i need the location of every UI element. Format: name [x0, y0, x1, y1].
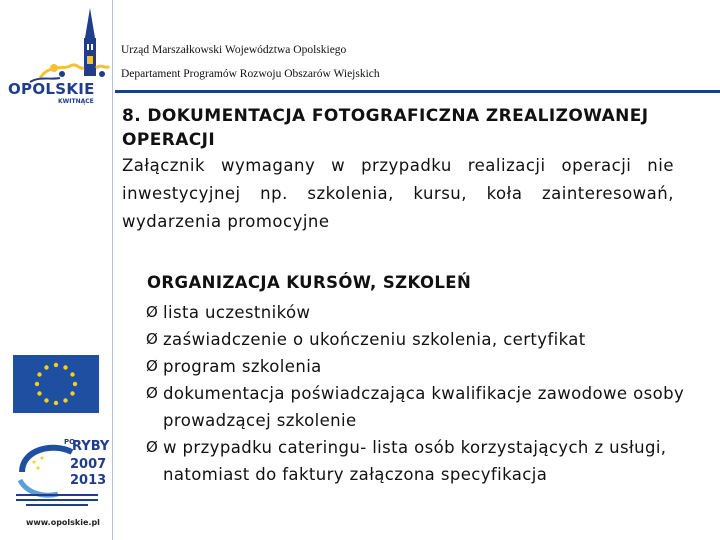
list-item-text: lista uczestników: [163, 303, 311, 322]
header-divider: [115, 90, 720, 93]
list-item: [146, 380, 686, 434]
ryby-logo-year-bottom: 2013: [70, 473, 107, 488]
section-title: ORGANIZACJA KURSÓW, SZKOLEŃ: [147, 273, 472, 292]
list-item-text: program szkolenia: [163, 357, 322, 376]
intro-paragraph: Załącznik wymagany w przypadku realizacji operacji nie inwestycyjnej np. szkolenia, kursu, koła zainteresowań, wydarzenia promocyjne: [122, 156, 674, 231]
tower-icon: [10, 8, 110, 90]
ryby-logo-title: RYBY: [72, 439, 110, 454]
list-item: [146, 326, 686, 353]
list-item-text: zaświadczenie o ukończeniu szkolenia, certyfikat: [163, 330, 586, 349]
eu-flag-icon: [13, 355, 99, 413]
website-link[interactable]: www.opolskie.pl: [26, 518, 100, 527]
sidebar: [0, 0, 112, 540]
sidebar-divider: [112, 0, 113, 540]
logo-subtext: KWITNĄCE: [58, 98, 94, 105]
arrow-bullet-icon: Ø: [146, 357, 159, 375]
arrow-bullet-icon: Ø: [146, 438, 159, 456]
list-item: [146, 353, 686, 380]
header-organization: Urząd Marszałkowski Województwa Opolskiego: [121, 44, 347, 56]
list-item-text: w przypadku cateringu- lista osób korzystających z usługi, natomiast do faktury załączona specyfikacja: [163, 438, 667, 484]
arrow-bullet-icon: Ø: [146, 330, 159, 348]
ryby-logo-po: PO: [64, 438, 76, 446]
header-department: Departament Programów Rozwoju Obszarów Wiejskich: [121, 68, 380, 80]
list-item: [146, 299, 686, 326]
requirements-list: [146, 299, 686, 488]
po-ryby-logo: [12, 432, 110, 512]
arrow-bullet-icon: Ø: [146, 303, 159, 321]
logo-text: OPOLSKIE: [8, 80, 95, 98]
list-item-text: dokumentacja poświadczająca kwalifikacje zawodowe osoby prowadzącej szkolenie: [163, 384, 685, 430]
list-item: [146, 434, 686, 488]
page-title: 8. DOKUMENTACJA FOTOGRAFICZNA ZREALIZOWANEJ OPERACJI: [122, 106, 649, 150]
ryby-logo-year-top: 2007: [70, 457, 107, 472]
arrow-bullet-icon: Ø: [146, 384, 159, 402]
